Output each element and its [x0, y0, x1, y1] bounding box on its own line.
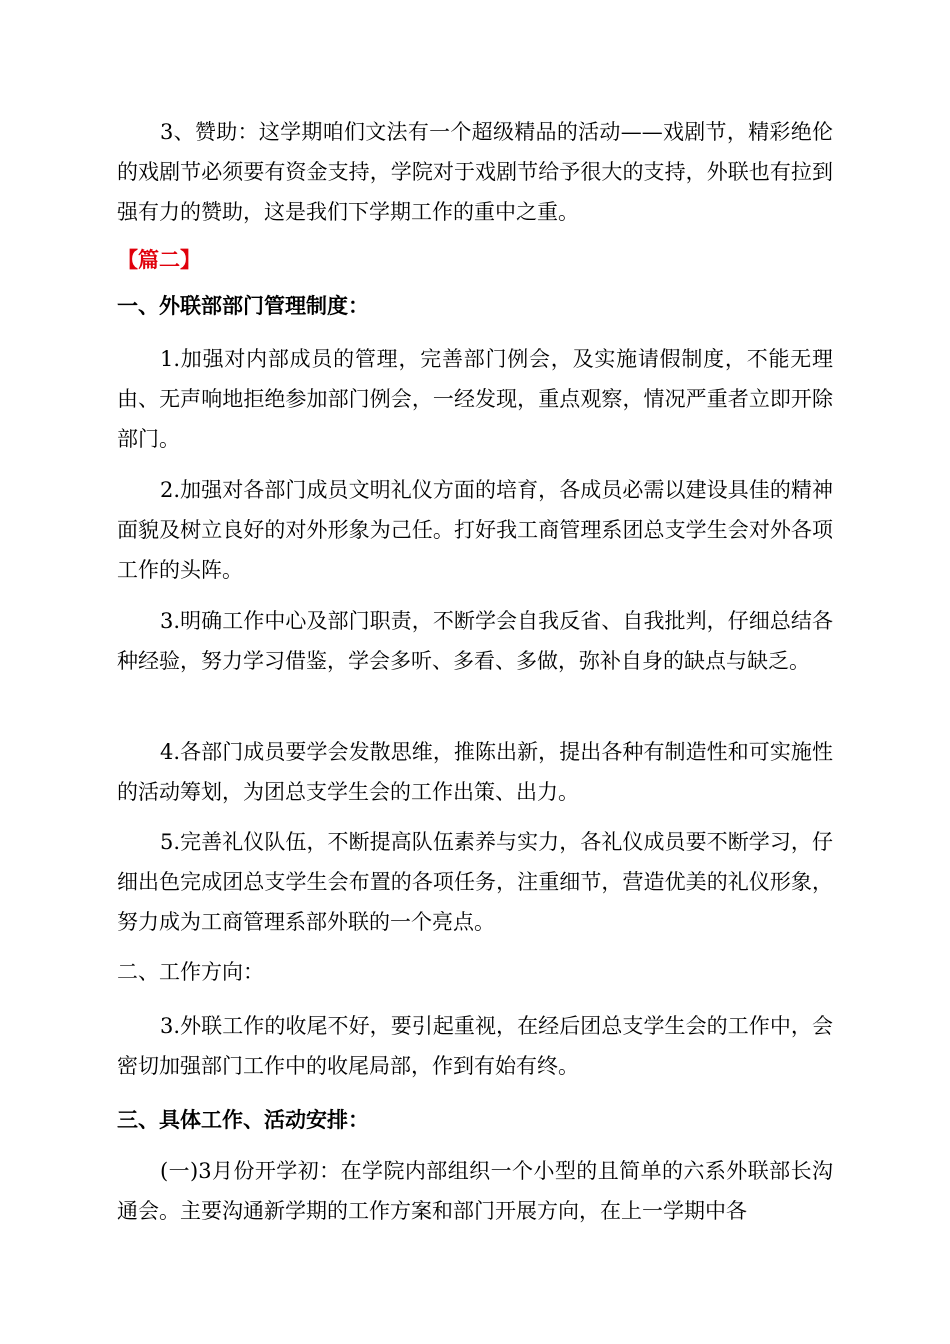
heading-activity-plan: 三、具体工作、活动安排：: [117, 1108, 369, 1132]
section-title: 【篇二】: [117, 248, 201, 272]
heading-work-direction: 二、工作方向：: [117, 960, 264, 984]
heading-management-system: 一、外联部部门管理制度：: [117, 294, 369, 318]
list-item-2: 2.加强对各部门成员文明礼仪方面的培育，各成员必需以建设具佳的精神面貌及树立良好的对外形象为己任。打好我工商管理系团总支学生会对外各项工作的头阵。: [117, 478, 833, 582]
list-item-5: 5.完善礼仪队伍，不断提高队伍素养与实力，各礼仪成员要不断学习，仔细出色完成团总支学生会布置的各项任务，注重细节，营造优美的礼仪形象，努力成为工商管理系部外联的一个亮点。: [117, 830, 833, 934]
list-item-1: 1.加强对内部成员的管理，完善部门例会，及实施请假制度，不能无理由、无声响地拒绝参加部门例会，一经发现，重点观察，情况严重者立即开除部门。: [117, 347, 833, 451]
list-item-3: 3.明确工作中心及部门职责，不断学会自我反省、自我批判，仔细总结各种经验，努力学习借鉴，学会多听、多看、多做，弥补自身的缺点与缺乏。: [117, 609, 833, 673]
list-item-7: (一)3月份开学初：在学院内部组织一个小型的且简单的六系外联部长沟通会。主要沟通新学期的工作方案和部门开展方向，在上一学期中各: [117, 1159, 833, 1223]
list-item-4: 4.各部门成员要学会发散思维，推陈出新，提出各种有制造性和可实施性的活动筹划，为团总支学生会的工作出策、出力。: [117, 740, 833, 804]
sponsorship-paragraph: 3、赞助：这学期咱们文法有一个超级精品的活动——戏剧节，精彩绝伦的戏剧节必须要有资金支持，学院对于戏剧节给予很大的支持，外联也有拉到强有力的赞助，这是我们下学期工作的重中之重。: [117, 120, 833, 224]
list-item-6: 3.外联工作的收尾不好，要引起重视，在经后团总支学生会的工作中，会密切加强部门工作中的收尾局部，作到有始有终。: [117, 1014, 833, 1078]
